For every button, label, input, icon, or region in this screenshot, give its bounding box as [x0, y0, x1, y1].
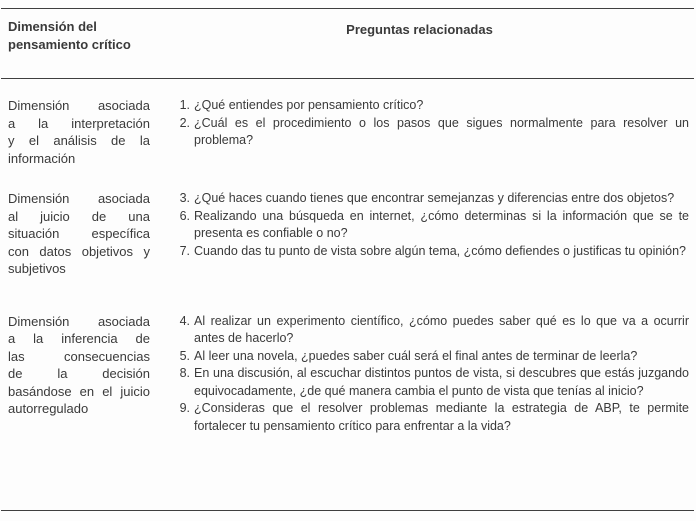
question-number: 8. — [179, 366, 190, 380]
question-text: ¿Cuál es el procedimiento o los pasos que sigues normalmente para resolver un problema? — [194, 115, 689, 147]
column-header-questions: Preguntas relacionadas — [346, 22, 493, 37]
table-header-rule — [1, 78, 694, 79]
table-body — [8, 97, 689, 435]
question-number: 1. — [179, 98, 190, 112]
question-item — [167, 348, 689, 366]
question-item — [167, 115, 689, 150]
column-header-dimension: Dimensión del pensamiento crítico — [8, 19, 131, 52]
question-text: ¿Consideras que el resolver problemas mediante la estrategia de ABP, te permite fortalecer tu pensamiento crítico para enfrentar a la vida? — [194, 401, 689, 433]
question-number: 4. — [179, 313, 190, 328]
dimension-cell: Dimensión asociada al juicio de una situación específica con datos objetivos y subjetivos — [8, 191, 150, 276]
dimension-cell: Dimensión asociada a la interpretación y el análisis de la información — [8, 98, 150, 166]
table-row — [8, 190, 689, 278]
dimension-cell: Dimensión asociada a la inferencia de las consecuencias de la decisión basándose en el juicio autorregulado — [8, 313, 150, 416]
questions-cell — [150, 97, 689, 167]
question-text: Realizando una búsqueda en internet, ¿cómo determinas si la información que se te presenta es confiable o no? — [194, 208, 689, 240]
question-text: Al leer una novela, ¿puedes saber cuál será el final antes de terminar de leerla? — [194, 348, 638, 363]
question-item — [167, 97, 689, 115]
question-text: ¿Qué entiendes por pensamiento crítico? — [194, 98, 424, 112]
table-header-row — [8, 18, 689, 53]
table-row — [8, 97, 689, 167]
table-bottom-rule — [1, 510, 694, 511]
question-text: Cuando das tu punto de vista sobre algún tema, ¿cómo defiendes o justificas tu opinión? — [194, 243, 686, 258]
question-number: 7. — [179, 243, 190, 258]
question-text: ¿Qué haces cuando tienes que encontrar semejanzas y diferencias entre dos objetos? — [194, 191, 675, 205]
question-number: 2. — [179, 115, 190, 130]
question-number: 3. — [179, 191, 190, 205]
questions-cell — [150, 190, 689, 278]
question-item — [167, 313, 689, 348]
question-number: 5. — [179, 348, 190, 363]
table-row — [8, 313, 689, 436]
question-item — [167, 208, 689, 243]
question-text: En una discusión, al escuchar distintos puntos de vista, si descubres que estás juzgando equivocadamente, ¿de qué manera cambia el punto de vista que tenías al inicio? — [194, 366, 689, 398]
question-item — [167, 190, 689, 208]
question-text: Al realizar un experimento científico, ¿cómo puedes saber qué es lo que va a ocurrir antes de hacerlo? — [194, 313, 689, 345]
table-top-rule — [1, 8, 694, 9]
question-item — [167, 243, 689, 261]
question-item — [167, 365, 689, 400]
questions-cell — [150, 313, 689, 436]
question-number: 9. — [179, 401, 190, 415]
question-item — [167, 400, 689, 435]
question-number: 6. — [179, 208, 190, 223]
